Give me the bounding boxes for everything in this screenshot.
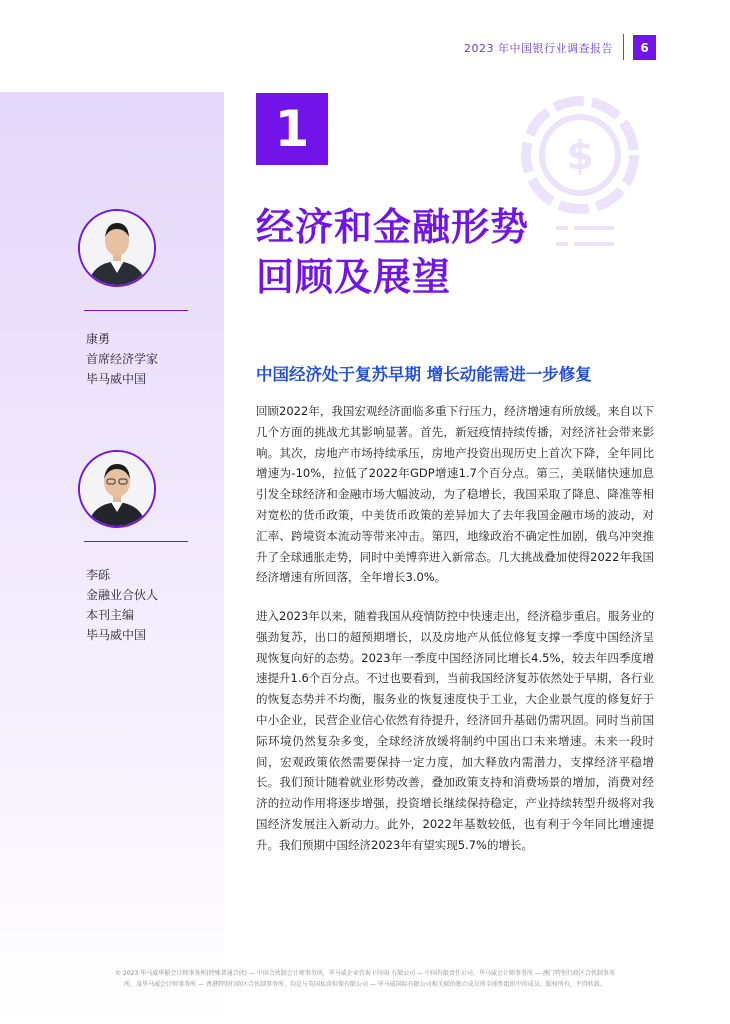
person-info-li-li bbox=[86, 565, 158, 645]
footer-line: 所，及毕马威会计师事务所 — 香港特别行政区合伙制事务所，均是与英国私营担保有限公司 — 毕马威国际有限公司相关联的独立成员所全球性组织中的成员。版权所有，不得转载。 bbox=[124, 981, 606, 988]
person-org: 毕马威中国 bbox=[86, 628, 147, 642]
person-name: 康勇 bbox=[86, 332, 111, 346]
person-divider bbox=[84, 310, 188, 311]
person-divider bbox=[84, 541, 188, 542]
person-title: 金融业合伙人 bbox=[86, 588, 159, 602]
chapter-title bbox=[256, 202, 586, 302]
avatar-li-li bbox=[78, 450, 156, 528]
body-paragraph: 进入2023年以来，随着我国从疫情防控中快速走出，经济稳步重启。服务业的强劲复苏，出口的超预期增长，以及房地产从低位修复支撑一季度中国经济呈现恢复向好的态势。2023年一季度中国经济同比增长4.5%，较去年四季度增速提升1.6个百分点。不过也要看到，当前我国经济复苏依然处于早期，各行业的恢复态势并不均衡，服务业的恢复速度快于工业，大企业景气度的修复好于中小企业，民营企业信心依然有待提升，经济回升基础仍需巩固。同时当前国际环境仍然复杂多变，全球经济放缓将制约中国出口未来增速。未来一段时间，宏观政策依然需要保持一定力度，加大释放内需潜力，支撑经济平稳增长。我们预计随着就业形势改善，叠加政策支持和消费场景的增加，消费对经济的拉动作用将逐步增强，投资增长继续保持稳定，产业持续转型升级将对我国经济发展注入新动力。此外，2022年基数较低，也有利于今年同比增速提升。我们预期中国经济2023年有望实现5.7%的增长。 bbox=[256, 609, 654, 852]
chapter-title-line2: 回顾及展望 bbox=[256, 255, 452, 299]
dollar-coin-icon bbox=[520, 95, 640, 215]
copyright-footer bbox=[36, 968, 694, 990]
page-number: 6 bbox=[633, 35, 656, 60]
svg-text:$: $ bbox=[566, 133, 594, 179]
section-subheading: 中国经济处于复苏早期 增长动能需进一步修复 bbox=[256, 365, 592, 384]
avatar-kang-yong bbox=[78, 209, 156, 287]
person-title: 首席经济学家 bbox=[86, 352, 159, 366]
body-paragraph: 回顾2022年，我国宏观经济面临多重下行压力，经济增速有所放缓。来自以下几个方面的挑战尤其影响显著。首先，新冠疫情持续传播，对经济社会带来影响。其次，房地产市场持续承压，房地产投资出现历史上首次下降，全年同比增速为-10%，拉低了2022年GDP增速1.7个百分点。第三，美联储快速加息引发全球经济和金融市场大幅波动，为了稳增长，我国采取了降息、降准等相对宽松的货币政策，中美货币政策的差异加大了去年我国金融市场的波动，对汇率、跨境资本流动等带来冲击。第四，地缘政治不确定性加剧，俄乌冲突推升了全球通胀走势，同时中美博弈进入新常态。几大挑战叠加使得2022年我国经济增速有所回落，全年增长3.0%。 bbox=[256, 404, 654, 585]
report-title: 2023 年中国银行业调查报告 bbox=[464, 42, 613, 55]
person-name: 李砾 bbox=[86, 568, 111, 582]
person-info-kang-yong bbox=[86, 329, 158, 389]
chapter-title-line1: 经济和金融形势 bbox=[256, 205, 530, 249]
section-number: 1 bbox=[256, 93, 328, 165]
header-divider bbox=[623, 34, 624, 60]
person-org: 毕马威中国 bbox=[86, 372, 147, 386]
footer-line: © 2023 毕马威华振会计师事务所(特殊普通合伙) — 中国合伙制会计师事务所，毕马威企业咨询 (中国) 有限公司 — 中国有限责任公司，毕马威会计师事务所 — 澳门特别行政区合伙制事务 bbox=[115, 970, 615, 977]
person-role: 本刊主编 bbox=[86, 608, 135, 622]
